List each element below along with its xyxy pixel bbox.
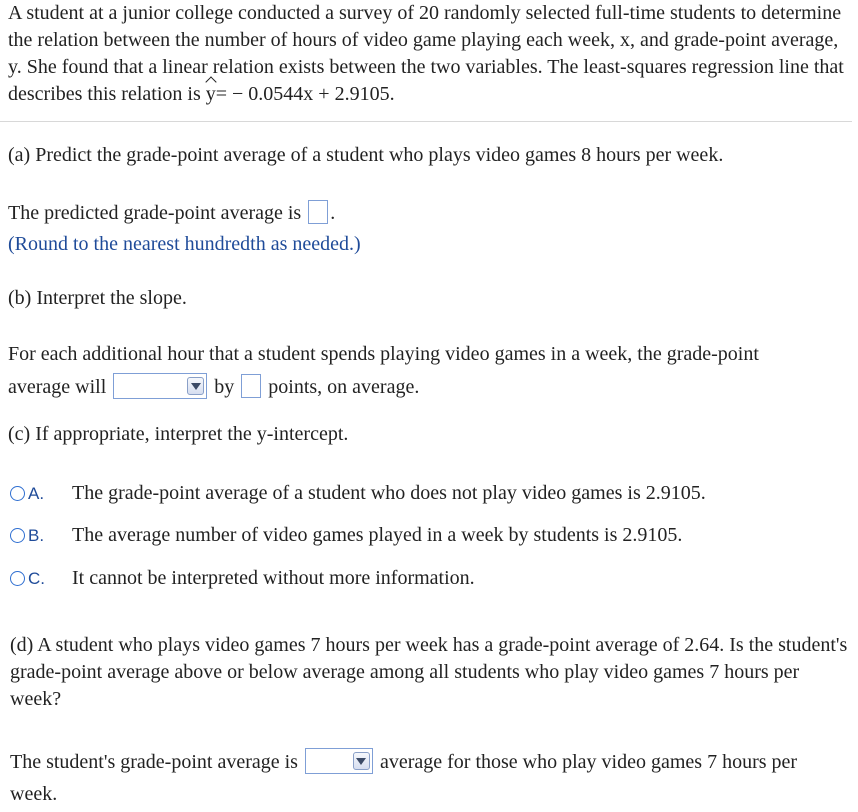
problem-statement [8,0,848,108]
part-d-question: (d) A student who plays video games 7 hours per week has a grade-point average of 2.64. Is the student's grade-point average above or below average among all students who play video games 7 hours per week? [10,634,848,710]
option-a[interactable] [10,480,706,507]
radio-a[interactable] [10,486,25,501]
option-a-letter: A. [28,484,45,503]
above-below-dropdown[interactable] [305,748,373,774]
part-b-question: (b) Interpret the slope. [8,287,187,309]
slope-amount-input[interactable] [241,374,261,398]
option-a-text: The grade-point average of a student who does not play video games is 2.9105. [72,482,706,504]
regression-equation: = − 0.0544x + 2.9105. [215,83,395,105]
part-b-answer-line [8,373,848,401]
dropdown-arrow-icon[interactable] [353,752,370,770]
round-note: (Round to the nearest hundredth as needed.) [8,233,361,255]
option-b[interactable] [10,522,682,549]
increase-decrease-dropdown[interactable] [113,373,207,399]
option-b-letter: B. [28,526,45,545]
y-hat-symbol: y [206,81,216,108]
part-a-answer-prefix: The predicted grade-point average is [8,202,302,224]
radio-c[interactable] [10,571,25,586]
part-a-answer-suffix: . [330,202,336,224]
by-label: by [214,376,235,398]
part-b-sentence: For each additional hour that a student spends playing video games in a week, the grade-point [8,343,759,365]
part-a-answer-line [8,200,848,227]
option-c[interactable] [10,565,475,592]
part-d-prefix: The student's grade-point average is [10,751,298,773]
divider [0,121,852,122]
dropdown-arrow-icon[interactable] [187,377,204,395]
part-b-prefix: average will [8,376,107,398]
part-d-suffix: average for those who play video games 7 hours per week. [10,751,798,805]
option-c-letter: C. [28,569,45,588]
part-c-question: (c) If appropriate, interpret the y-intercept. [8,423,349,445]
option-b-text: The average number of video games played in a week by students is 2.9105. [72,524,683,546]
predicted-gpa-input[interactable] [308,200,328,224]
part-d-answer-line [10,746,848,810]
option-c-text: It cannot be interpreted without more information. [72,567,475,589]
radio-b[interactable] [10,528,25,543]
part-b-suffix: points, on average. [268,376,420,398]
intro-text: A student at a junior college conducted a survey of 20 randomly selected full-time students to determine the relation between the number of hours of video game playing each week, x, and grade-point average, y. She found that a linear relation exists between the two variables. The least-squares regression line that describes this relation is [8,2,844,105]
part-a-question: (a) Predict the grade-point average of a student who plays video games 8 hours per week. [8,144,724,166]
